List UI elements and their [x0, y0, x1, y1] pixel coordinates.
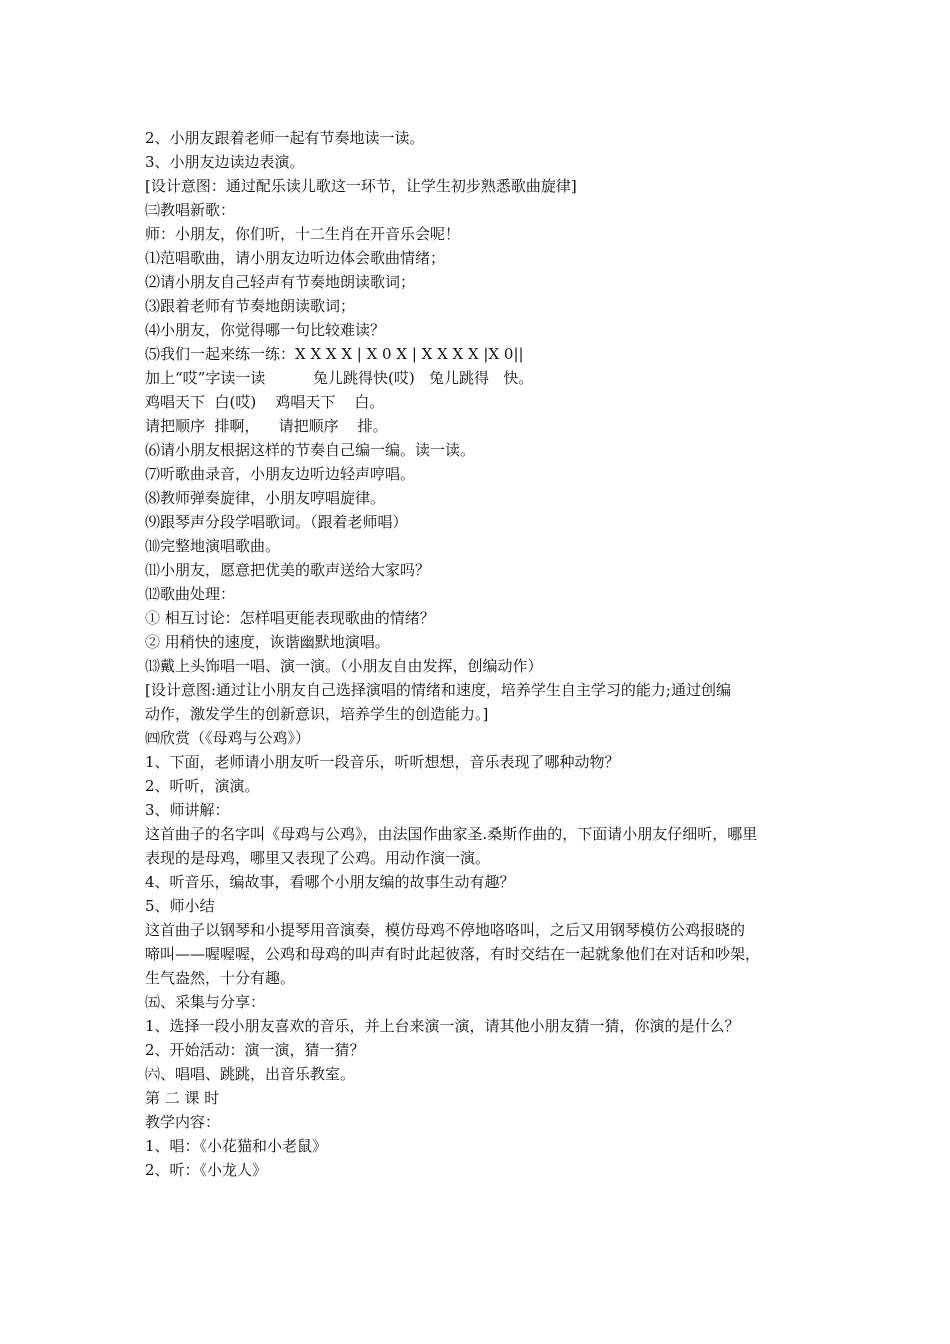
section-heading: ㈥、唱唱、跳跳，出音乐教室。 [145, 1065, 356, 1083]
text-line: ⑹请小朋友根据这样的节奏自己编一编。读一读。 [145, 441, 476, 459]
design-intent-text: [设计意图:通过让小朋友自己选择演唱的情绪和速度，培养学生自主学习的能力;通过创编 [145, 681, 731, 699]
text-line: ⑽完整地演唱歌曲。 [145, 537, 281, 555]
text-line: ⑻教师弹奏旋律，小朋友哼唱旋律。 [145, 489, 386, 507]
text-line: ① 相互讨论：怎样唱更能表现歌曲的情绪？ [145, 609, 435, 627]
text-line: ⑼跟琴声分段学唱歌词。（跟着老师唱） [145, 513, 408, 531]
text-line: 师：小朋友，你们听，十二生肖在开音乐会呢！ [145, 225, 461, 243]
rhythm-line: ⑸我们一起来练一练：X X X X | X 0 X | X X X X |X 0|| [145, 345, 524, 363]
text-line: 2、听：《小龙人》 [145, 1161, 268, 1179]
text-line: ⑾小朋友，愿意把优美的歌声送给大家吗？ [145, 561, 431, 579]
text-line: 这首曲子以钢琴和小提琴用音演奏，模仿母鸡不停地咯咯叫，之后又用钢琴模仿公鸡报晓的 [145, 921, 746, 939]
text-line: 1、唱：《小花猫和小老鼠》 [145, 1137, 328, 1155]
text-line: ⑴范唱歌曲，请小朋友边听边体会歌曲情绪； [145, 249, 446, 267]
section-heading: ㈤、采集与分享： [145, 993, 266, 1011]
section-heading: ㈣欣赏（《母鸡与公鸡》） [145, 729, 311, 747]
text-line: 2、开始活动：演一演，猜一猜？ [145, 1041, 365, 1059]
document-page [145, 126, 825, 1182]
text-line: ⑺听歌曲录音，小朋友边听边轻声哼唱。 [145, 465, 416, 483]
text-line: 1、下面，老师请小朋友听一段音乐，听听想想，音乐表现了哪种动物？ [145, 753, 620, 771]
text-line: ② 用稍快的速度，诙谐幽默地演唱。 [145, 633, 390, 651]
text-line: 生气盎然，十分有趣。 [145, 969, 296, 987]
text-line: ⑵请小朋友自己轻声有节奏地朗读歌词； [145, 273, 416, 291]
text-line: 5、师小结 [145, 897, 215, 915]
section-heading: ㈢教唱新歌： [145, 201, 236, 219]
text-line: 2、小朋友跟着老师一起有节奏地读一读。 [145, 129, 425, 147]
text-line: 1、选择一段小朋友喜欢的音乐，并上台来演一演，请其他小朋友猜一猜，你演的是什么？ [145, 1017, 740, 1035]
text-line: 2、听听，演演。 [145, 777, 260, 795]
text-line: 这首曲子的名字叫《母鸡与公鸡》，由法国作曲家圣.桑斯作曲的，下面请小朋友仔细听，哪里 [145, 825, 758, 843]
text-line: 3、师讲解： [145, 801, 230, 819]
text-line: [设计意图：通过配乐读儿歌这一环节，让学生初步熟悉歌曲旋律] [145, 177, 577, 195]
rhythm-line: 鸡唱天下 白(哎) 鸡唱天下 白。 [145, 393, 385, 411]
text-line: ⑿歌曲处理： [145, 585, 236, 603]
text-line: ⑶跟着老师有节奏地朗读歌词； [145, 297, 356, 315]
text-line: 表现的是母鸡，哪里又表现了公鸡。用动作演一演。 [145, 849, 491, 867]
rhythm-line: 请把顺序 排啊， 请把顺序 排。 [145, 417, 388, 435]
text-line: ⒀戴上头饰唱一唱、演一演。（小朋友自由发挥，创编动作） [145, 657, 543, 675]
text-line: 教学内容： [145, 1113, 221, 1131]
rhythm-line: 加上“哎”字读一读 兔儿跳得快(哎) 兔儿跳得 快。 [145, 369, 534, 387]
text-line: 啼叫——喔喔喔，公鸡和母鸡的叫声有时此起彼落，有时交结在一起就象他们在对话和吵架， [145, 945, 761, 963]
text-line: 3、小朋友边读边表演。 [145, 153, 305, 171]
text-line: 4、听音乐，编故事，看哪个小朋友编的故事生动有趣？ [145, 873, 515, 891]
design-intent-text: 动作，激发学生的创新意识，培养学生的创造能力。] [145, 705, 489, 723]
text-line: ⑷小朋友，你觉得哪一句比较难读？ [145, 321, 386, 339]
lesson-heading: 第 二 课 时 [145, 1089, 220, 1107]
